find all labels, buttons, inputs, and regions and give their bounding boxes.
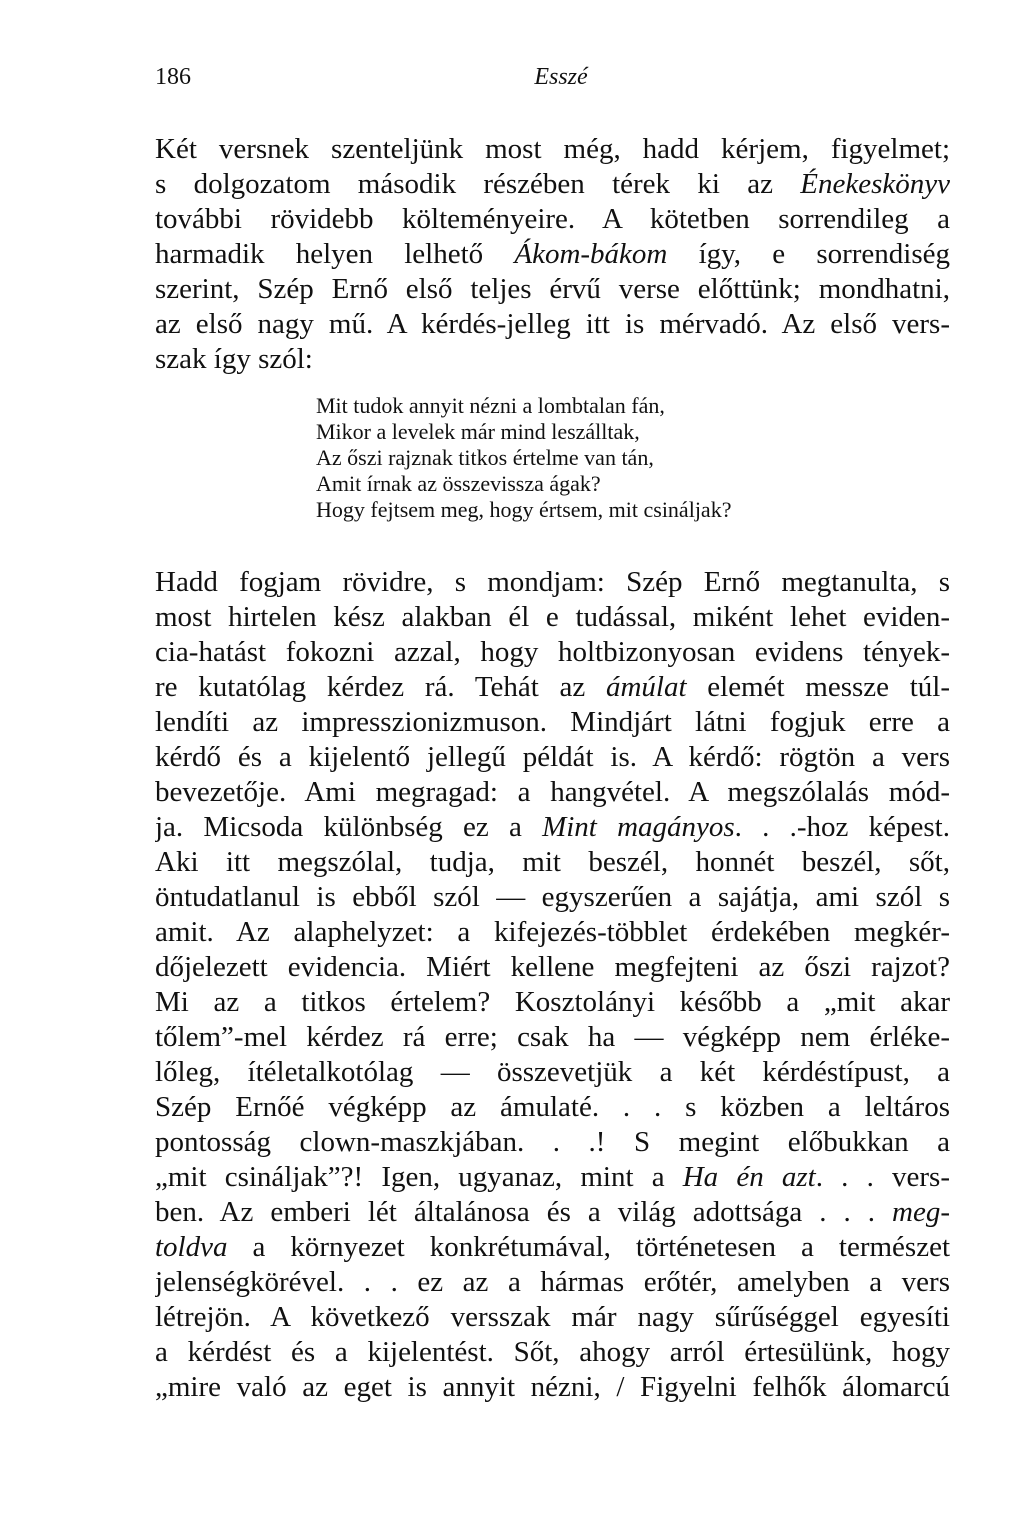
text-line: lőleg, ítéletalkotólag — összevetjük a két kérdéstípust, a: [155, 1056, 950, 1088]
page-number: 186: [155, 64, 191, 90]
text-line: tőlem”-mel kérdez rá erre; csak ha — végképp nem érléke-: [155, 1021, 950, 1053]
text-line: „mire való az eget is annyit nézni, / Figyelni felhők álomarcú: [155, 1371, 950, 1403]
text-line: toldva a környezet konkrétumával, történetesen a természet: [155, 1231, 950, 1263]
page-header: [155, 64, 947, 100]
text-line: lendíti az impresszionizmuson. Mindjárt látni fogjuk erre a: [155, 706, 950, 738]
text-line: szerint, Szép Ernő első teljes érvű verse előttünk; mondhatni,: [155, 273, 950, 305]
text-line: bevezetője. Ami megragad: a hangvétel. A megszólalás mód-: [155, 776, 950, 808]
text-line: jelenségkörével. . . ez az a hármas erőtér, amelyben a vers: [155, 1266, 950, 1298]
text-line: ben. Az emberi lét általánosa és a világ adottsága . . . meg-: [155, 1196, 950, 1228]
italic-title: Énekeskönyv: [800, 168, 950, 200]
paragraph-intro: [155, 132, 950, 377]
text-line: amit. Az alaphelyzet: a kifejezés-többlet érdekében megkér-: [155, 916, 950, 948]
text-line: szak így szól:: [155, 343, 313, 375]
text-line: pontosság clown-maszkjában. . .! S megint előbukkan a: [155, 1126, 950, 1158]
verse-line: Az őszi rajznak titkos értelme van tán,: [316, 445, 654, 470]
italic-title: Ákom-bákom: [514, 238, 668, 270]
text-line: az első nagy mű. A kérdés-jelleg itt is mérvadó. Az első vers-: [155, 308, 950, 340]
text-line: a kérdést és a kijelentést. Sőt, ahogy arról értesülünk, hogy: [155, 1336, 950, 1368]
text-line: „mit csináljak”?! Igen, ugyanaz, mint a Ha én azt. . . vers-: [155, 1161, 950, 1193]
text-line: s dolgozatom második részében térek ki az Énekeskönyv: [155, 168, 950, 200]
verse-line: Amit írnak az összevissza ágak?: [316, 471, 601, 496]
text-line: most hirtelen kész alakban él e tudással, miként lehet eviden-: [155, 601, 950, 633]
paragraph-analysis: [155, 565, 950, 1405]
verse-quote: [316, 393, 731, 523]
verse-line: Hogy fejtsem meg, hogy értsem, mit csináljak?: [316, 497, 732, 522]
text-line: Két versnek szenteljünk most még, hadd kérjem, figyelmet;: [155, 133, 950, 165]
text-line: öntudatlanul is ebből szól — egyszerűen a sajátja, ami szól s: [155, 881, 950, 913]
italic-title: toldva: [155, 1231, 228, 1263]
text-line: dőjelezett evidencia. Miért kellene megfejteni az őszi rajzot?: [155, 951, 950, 983]
text-line: harmadik helyen lelhető Ákom-bákom így, e sorrendiség: [155, 238, 950, 270]
text-line: létrejön. A következő versszak már nagy sűrűséggel egyesíti: [155, 1301, 950, 1333]
text-line: Aki itt megszólal, tudja, mit beszél, honnét beszél, sőt,: [155, 846, 950, 878]
text-line: Hadd fogjam rövidre, s mondjam: Szép Ernő megtanulta, s: [155, 566, 950, 598]
verse-line: Mit tudok annyit nézni a lombtalan fán,: [316, 393, 665, 418]
running-title: Esszé: [534, 64, 588, 90]
italic-title: meg-: [892, 1196, 950, 1228]
text-line: Szép Ernőé végképp az ámulaté. . . s közben a leltáros: [155, 1091, 950, 1123]
text-line: további rövidebb költeményeire. A kötetben sorrendileg a: [155, 203, 950, 235]
text-line: re kutatólag kérdez rá. Tehát az ámúlat elemét messze túl-: [155, 671, 950, 703]
text-line: ja. Micsoda különbség ez a Mint magányos. . .-hoz képest.: [155, 811, 950, 843]
italic-title: Mint magányos: [542, 811, 735, 843]
text-line: kérdő és a kijelentő jellegű példát is. A kérdő: rögtön a vers: [155, 741, 950, 773]
text-line: cia-hatást fokozni azzal, hogy holtbizonyosan evidens tények-: [155, 636, 950, 668]
italic-title: ámúlat: [605, 671, 687, 703]
text-line: Mi az a titkos értelem? Kosztolányi később a „mit akar: [155, 986, 950, 1018]
italic-title: Ha én azt: [682, 1161, 816, 1193]
verse-line: Mikor a levelek már mind leszálltak,: [316, 419, 640, 444]
